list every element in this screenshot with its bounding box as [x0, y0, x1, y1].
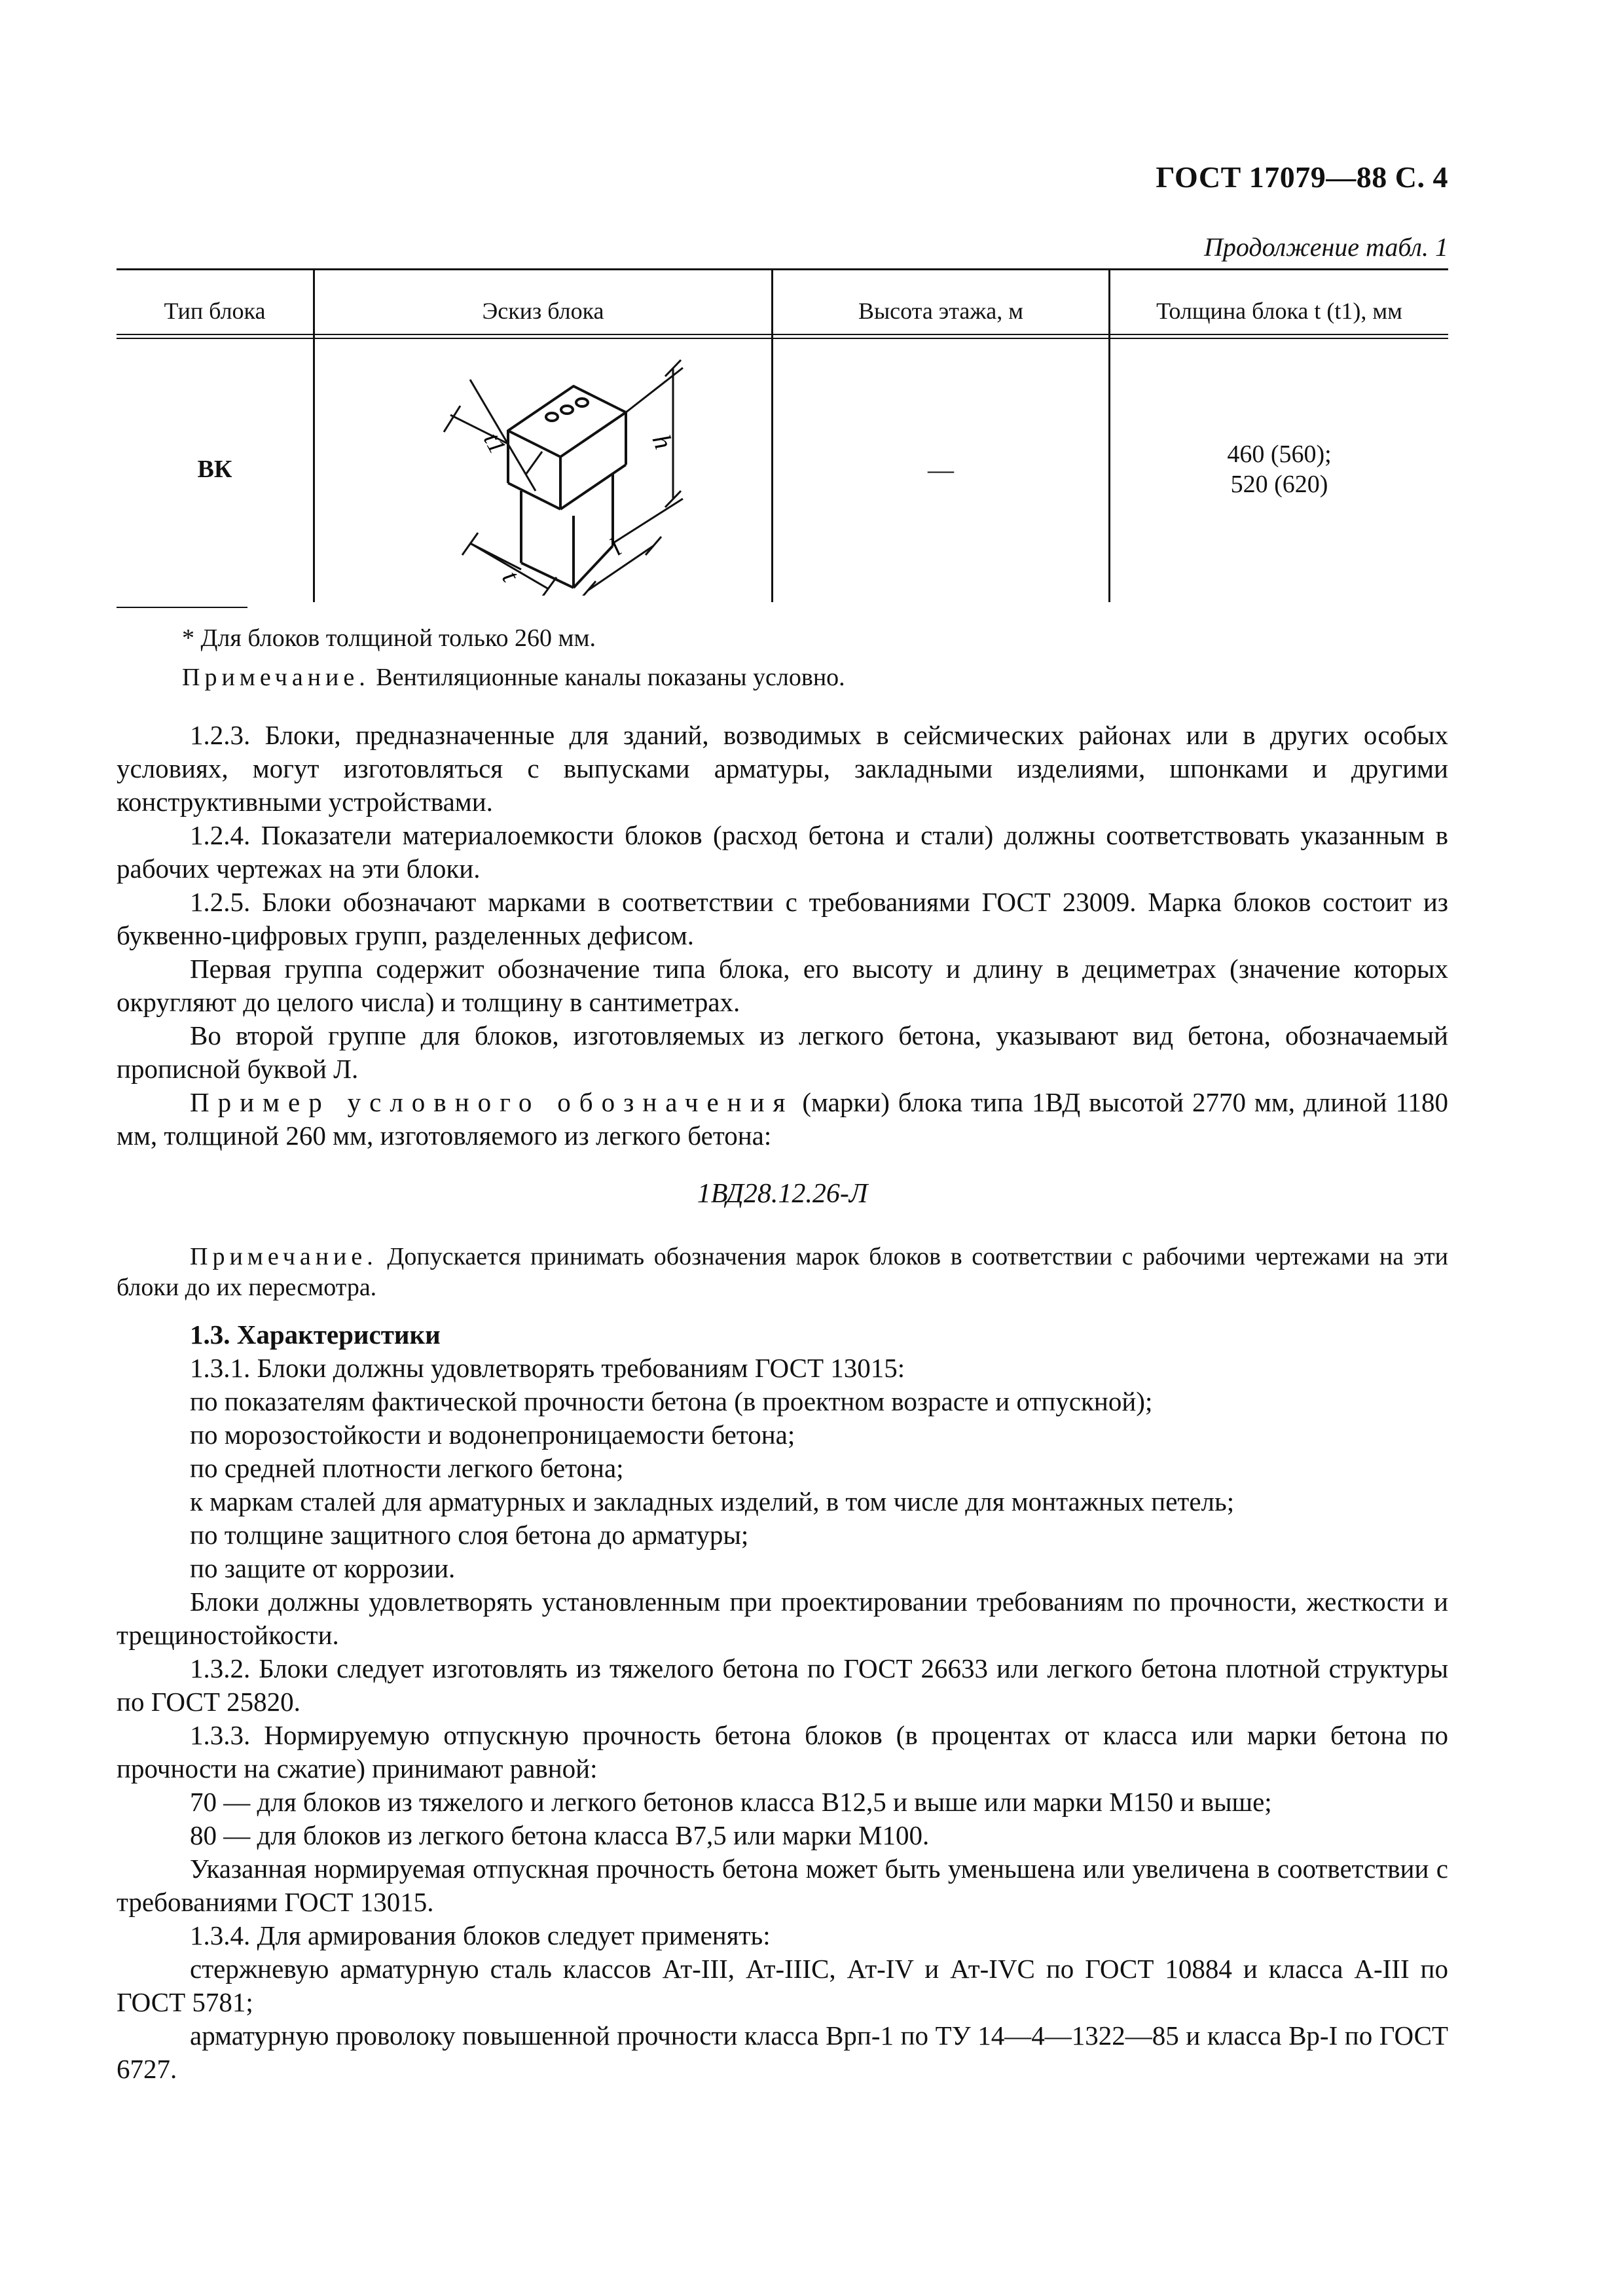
note-marks — [117, 1242, 1448, 1303]
thickness-line-2: 520 (620) — [1230, 471, 1328, 498]
para-1-3-3-c: Указанная нормируемая отпускная прочность бетона может быть уменьшена или увеличена в соответствии с требованиями ГОСТ 13015. — [117, 1854, 1448, 1917]
sketch-label-t1: t1 — [478, 428, 512, 459]
para-1-2-5-b: Первая группа содержит обозначение типа блока, его высоту и длину в дециметрах (значение которых округляют до целого числа) и толщину в сантиметрах. — [117, 954, 1448, 1017]
para-1-3-4: 1.3.4. Для армирования блоков следует применять: — [190, 1920, 771, 1950]
footnote: * Для блоков толщиной только 260 мм. — [182, 624, 596, 652]
example-label: Пример условного обозначения — [190, 1087, 794, 1117]
section-1-3-title: 1.3. Характеристики — [190, 1319, 441, 1350]
para-1-2-5-c: Во второй группе для блоков, изготовляемых из легкого бетона, указывают вид бетона, обозначаемый прописной буквой Л. — [117, 1020, 1448, 1084]
col-header-sketch: Эскиз блока — [482, 298, 604, 324]
table-caption: Продолжение табл. 1 — [1203, 232, 1448, 262]
note2-label: Примечание. — [190, 1243, 378, 1270]
para-1-3-3: 1.3.3. Нормируемую отпускную прочность бетона блоков (в процентах от класса или марки бетона по прочности на сжатие) принимают равной: — [117, 1720, 1448, 1784]
example-text: (марки) блока типа 1ВД высотой 2770 мм, длиной 1180 мм, толщиной 260 мм, изготовляемого из легкого бетона: — [117, 1087, 1448, 1151]
note2-text: Допускается принимать обозначения марок блоков в соответствии с рабочими чертежами на эти блоки до их пересмотра. — [117, 1243, 1448, 1301]
list-item: по средней плотности легкого бетона; — [190, 1453, 624, 1483]
list-item: по морозостойкости и водонепроницаемости бетона; — [190, 1420, 795, 1450]
list-item: по толщине защитного слоя бетона до арматуры; — [190, 1520, 749, 1550]
cell-floor-height: — — [928, 455, 954, 484]
page-header: ГОСТ 17079—88 С. 4 — [1156, 160, 1448, 194]
para-1-3-4-b: арматурную проволоку повышенной прочности класса Врп-1 по ТУ 14—4—1322—85 и класса Вр-I по ГОСТ 6727. — [117, 2020, 1448, 2084]
note-text: Вентиляционные каналы показаны условно. — [369, 664, 845, 691]
list-item: к маркам сталей для арматурных и закладных изделий, в том числе для монтажных петель; — [190, 1486, 1235, 1516]
sketch-label-h: h — [646, 430, 679, 453]
para-1-3-1: 1.3.1. Блоки должны удовлетворять требованиям ГОСТ 13015: — [190, 1353, 905, 1383]
sketch-label-t: t — [496, 565, 526, 587]
body-block-2 — [117, 1318, 1448, 2086]
list-item: по показателям фактической прочности бетона (в проектном возрасте и отпускной); — [190, 1386, 1153, 1416]
footnote-rule — [117, 607, 247, 608]
col-header-type: Тип блока — [164, 298, 266, 324]
para-1-2-5: 1.2.5. Блоки обозначают марками в соответствии с требованиями ГОСТ 23009. Марка блоков состоит из буквенно-цифровых групп, разделенных дефисом. — [117, 887, 1448, 950]
col-header-height: Высота этажа, м — [858, 298, 1024, 324]
table-header-rule-1 — [117, 334, 1448, 335]
para-1-3-3-b: 80 — для блоков из легкого бетона класса В7,5 или марки М100. — [190, 1820, 930, 1850]
para-1-3-4-a: стержневую арматурную сталь классов Ат-III, Ат-IIIС, Ат-IV и Ат-IVС по ГОСТ 10884 и класса А-III по ГОСТ 5781; — [117, 1954, 1448, 2017]
para-1-3-3-a: 70 — для блоков из тяжелого и легкого бетонов класса В12,5 и выше или марки М150 и выше; — [190, 1787, 1272, 1817]
block-sketch — [392, 347, 837, 596]
para-1-2-4: 1.2.4. Показатели материалоемкости блоков (расход бетона и стали) должны соответствовать указанным в рабочих чертежах на эти блоки. — [117, 820, 1448, 884]
para-1-3-2: 1.3.2. Блоки следует изготовлять из тяжелого бетона по ГОСТ 26633 или легкого бетона плотной структуры по ГОСТ 25820. — [117, 1653, 1448, 1717]
cell-thickness — [1110, 339, 1448, 601]
body-block-1 — [117, 719, 1448, 1153]
cell-block-type: ВК — [197, 456, 232, 484]
note-ventilation — [117, 662, 1448, 693]
para-1-2-3: 1.2.3. Блоки, предназначенные для зданий, возводимых в сейсмических районах или в других особых условиях, могут изготовляться с выпусками арматуры, закладными изделиями, шпонками и другими конструктивными устройствами. — [117, 720, 1448, 817]
thickness-line-1: 460 (560); — [1227, 440, 1332, 469]
para-1-3-1-b: Блоки должны удовлетворять установленным при проектировании требованиям по прочности, жесткости и трещиностойкости. — [117, 1587, 1448, 1650]
list-item: по защите от коррозии. — [190, 1553, 456, 1583]
note-label: Примечание. — [182, 664, 370, 691]
para-example — [117, 1086, 1448, 1153]
sketch-label-l: l — [604, 533, 627, 562]
col-header-thickness: Толщина блока t (t1), мм — [1156, 298, 1402, 324]
blocks-table — [117, 268, 1448, 602]
table-top-rule — [117, 268, 1448, 270]
example-mark: 1ВД28.12.26-Л — [697, 1179, 868, 1209]
